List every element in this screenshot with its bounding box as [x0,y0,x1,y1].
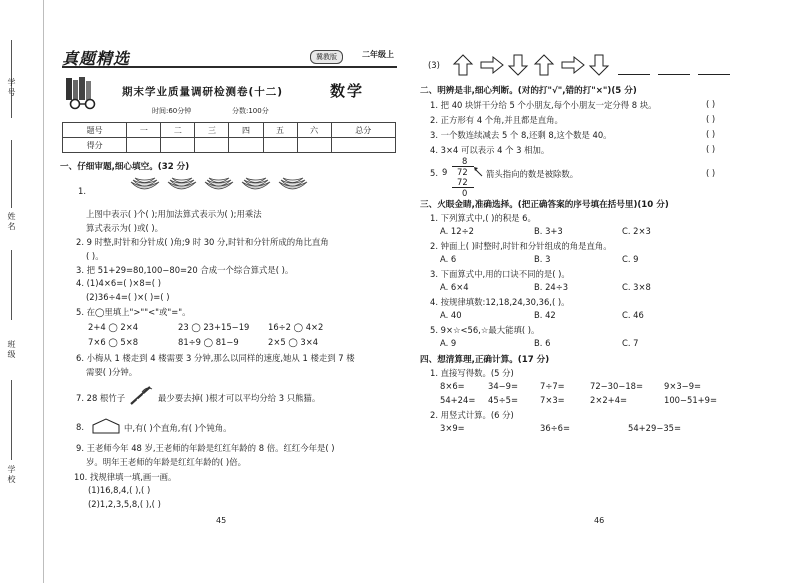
division-product: 72 [457,177,468,187]
q10-sequence-2: (2)1,2,3,5,8,( ),( ) [88,499,161,509]
q5-comparison: 81÷9 ◯ 81−9 [178,337,239,347]
binding-label-school: 学校 [7,465,16,485]
judge-answer[interactable]: ( ) [706,114,716,124]
score-input-cell[interactable] [331,138,395,153]
grade-label: 二年级上 [362,50,394,59]
calc-item[interactable]: 72−30−18= [590,381,644,391]
choice-option[interactable]: B. 3 [534,254,551,264]
choice-option[interactable]: A. 9 [440,338,457,348]
score-table-row [63,123,396,138]
choice-option[interactable]: C. 9 [622,254,639,264]
choice-option[interactable]: B. 3+3 [534,226,563,236]
score-cell: 一 [127,123,161,138]
choice-option[interactable]: A. 6 [440,254,457,264]
choice-option[interactable]: B. 42 [534,310,556,320]
arrow-up-icon [535,55,553,75]
judge-answer[interactable]: ( ) [706,168,716,178]
choice-option[interactable]: C. 46 [622,310,644,320]
score-input-cell[interactable] [229,138,263,153]
q9-line-b: 岁。明年王老师的年龄是红红年龄的( )倍。 [86,457,246,467]
choice-question: 3. 下面算式中,用的口诀不同的是( )。 [430,269,570,279]
q8-prefix: 8. [76,422,84,432]
q1-line-a: 上图中表示( )个( );用加法算式表示为( );用乘法 [86,209,262,219]
score-cell: 六 [297,123,331,138]
arrow-right-icon [562,57,584,73]
judge-answer[interactable]: ( ) [706,129,716,139]
q9-line-a: 9. 王老师今年 48 岁,王老师的年龄是红红年龄的 8 倍。红红今年是( ) [76,443,335,453]
q2-line-b: ( )。 [86,251,104,261]
q5-text: 5. 在◯里填上">""<"或"="。 [76,307,191,317]
binding-line [11,140,12,208]
choice-question: 4. 按规律填数:12,18,24,30,36,( )。 [430,297,570,307]
answer-blank[interactable] [618,74,650,75]
bamboo-icon [128,384,154,406]
calc-item[interactable]: 45÷5= [488,395,519,405]
pointer-arrow-icon [473,166,483,178]
banana-bunch-icon [165,176,199,196]
section-4-title: 四、想清算理,正确计算。(17 分) [420,355,550,365]
answer-blank[interactable] [658,74,690,75]
binding-margin [0,0,44,583]
vertical-calc-item[interactable]: 54+29−35= [628,423,682,433]
q5-comparison: 7×6 ◯ 5×8 [88,337,139,347]
page-number-right: 46 [594,516,605,525]
choice-question: 1. 下列算式中,( )的积是 6。 [430,213,536,223]
score-cell: 题号 [63,123,127,138]
judge-answer[interactable]: ( ) [706,99,716,109]
q5-comparison: 23 ◯ 23+15−19 [178,322,250,332]
calc-subtitle: 1. 直接写得数。(5 分) [430,368,514,378]
q2-line-a: 2. 9 时整,时针和分针成( )角;9 时 30 分,时针和分针所成的角比直角 [76,237,329,247]
q5-comparison: 2+4 ◯ 2×4 [88,322,139,332]
choice-option[interactable]: A. 6×4 [440,282,469,292]
score-input-cell[interactable] [127,138,161,153]
division-divisor: 9 [442,167,448,177]
score-cell: 五 [263,123,297,138]
judge-answer[interactable]: ( ) [706,144,716,154]
long-division [440,156,480,196]
q6-line-a: 6. 小梅从 1 楼走到 4 楼需要 3 分钟,那么以同样的速度,她从 1 楼走到 7 楼 [76,353,355,363]
binding-line [11,250,12,320]
answer-blank[interactable] [698,74,730,75]
calc-item[interactable]: 8×6= [440,381,465,391]
calc-item[interactable]: 2×2+4= [590,395,628,405]
score-input-cell[interactable] [297,138,331,153]
judge-item: 3. 一个数连续减去 5 个 8,还剩 8,这个数是 40。 [430,130,612,140]
choice-question: 2. 钟面上( )时整时,时针和分针组成的角是直角。 [430,241,612,251]
choice-option[interactable]: C. 3×8 [622,282,651,292]
q10-sequence-1: (1)16,8,4,( ),( ) [88,485,151,495]
score-cell: 三 [195,123,229,138]
arrow-down-icon [509,55,527,75]
choice-question: 5. 9×☆<56,☆最大能填( )。 [430,325,540,335]
calc-item[interactable]: 7×3= [540,395,565,405]
binding-label-student-id: 学号 [7,78,16,98]
score-table [62,122,396,153]
banana-bunch-icon [202,176,236,196]
judge-item-number: 5. [430,168,438,178]
choice-option[interactable]: A. 40 [440,310,462,320]
score-table-row [63,138,396,153]
calc-item[interactable]: 9×3−9= [664,381,702,391]
pentagon-shape-icon [91,418,121,434]
score-cell: 二 [161,123,195,138]
score-cell: 得分 [63,138,127,153]
calc-subtitle: 2. 用竖式计算。(6 分) [430,410,514,420]
division-dividend: 72 [457,167,468,177]
division-quotient: 8 [462,156,468,166]
score-input-cell[interactable] [195,138,229,153]
page-number-left: 45 [216,516,227,525]
banana-bunch-icon [239,176,273,196]
banana-bunch-icon [276,176,310,196]
arrow-right-icon [481,57,503,73]
banana-bunch-icon [128,176,162,196]
q1-line-b: 算式表示为( )或( )。 [86,223,164,233]
vertical-calc-item[interactable]: 3×9= [440,423,465,433]
exam-score-total: 分数:100分 [232,107,269,115]
arrow-up-icon [454,55,472,75]
judge-item: 4. 3×4 可以表示 4 个 3 相加。 [430,145,550,155]
binding-label-class: 班级 [7,340,16,360]
q1-number: 1. [78,186,86,196]
score-cell: 四 [229,123,263,138]
binding-line [11,380,12,460]
section-1-title: 一、仔细审题,细心填空。(32 分) [60,162,190,172]
choice-option[interactable]: A. 12÷2 [440,226,474,236]
arrows-label: (3) [428,60,440,70]
section-2-title: 二、明辨是非,细心判断。(对的打"√",错的打"×")(5 分) [420,86,637,96]
q7-suffix: 最少要去掉( )根才可以平均分给 3 只熊猫。 [158,393,321,403]
calc-item[interactable]: 54+24= [440,395,476,405]
score-input-cell[interactable] [161,138,195,153]
q4-line-b: (2)36÷4=( )×( )=( ) [86,292,170,302]
judge-item: 1. 把 40 块饼干分给 5 个小朋友,每个小朋友一定分得 8 块。 [430,100,657,110]
books-glasses-icon [64,76,104,110]
section-3-title: 三、火眼金睛,准确选择。(把正确答案的序号填在括号里)(10 分) [420,200,669,210]
arrow-down-icon [590,55,608,75]
q4-line-a: 4. (1)4×6=( )×8=( ) [76,278,161,288]
judge-item: 2. 正方形有 4 个角,并且都是直角。 [430,115,563,125]
q6-line-b: 需要( )分钟。 [86,367,138,377]
vertical-calc-item[interactable]: 36÷6= [540,423,571,433]
exam-title: 期末学业质量调研检测卷(十二) [122,86,284,98]
q3-text: 3. 把 51+29=80,100−80=20 合成一个综合算式是( )。 [76,265,294,275]
arrow-pattern [452,54,612,76]
choice-option[interactable]: C. 2×3 [622,226,651,236]
division-remainder: 0 [462,188,468,198]
choice-option[interactable]: B. 6 [534,338,551,348]
brand-title: 真题精选 [62,49,131,68]
score-input-cell[interactable] [263,138,297,153]
judge-item: 箭头指向的数是被除数。 [486,169,579,179]
choice-option[interactable]: B. 24÷3 [534,282,569,292]
header-banner [62,46,397,68]
q5-comparison: 16÷2 ◯ 4×2 [268,322,324,332]
exam-time: 时间:60分钟 [152,107,192,115]
calc-item[interactable]: 7÷7= [540,381,565,391]
choice-option[interactable]: C. 7 [622,338,639,348]
score-cell: 总分 [331,123,395,138]
subject-label: 数学 [330,82,365,100]
q8-suffix: 中,有( )个直角,有( )个钝角。 [124,423,232,433]
q5-comparison: 2×5 ◯ 3×4 [268,337,319,347]
calc-item[interactable]: 100−51+9= [664,395,718,405]
calc-item[interactable]: 34−9= [488,381,519,391]
edition-badge: 冀教版 [310,50,343,64]
binding-label-name: 姓名 [7,212,16,232]
q7-prefix: 7. 28 根竹子 [76,393,126,403]
q10-text: 10. 找规律填一填,画一画。 [74,472,177,482]
